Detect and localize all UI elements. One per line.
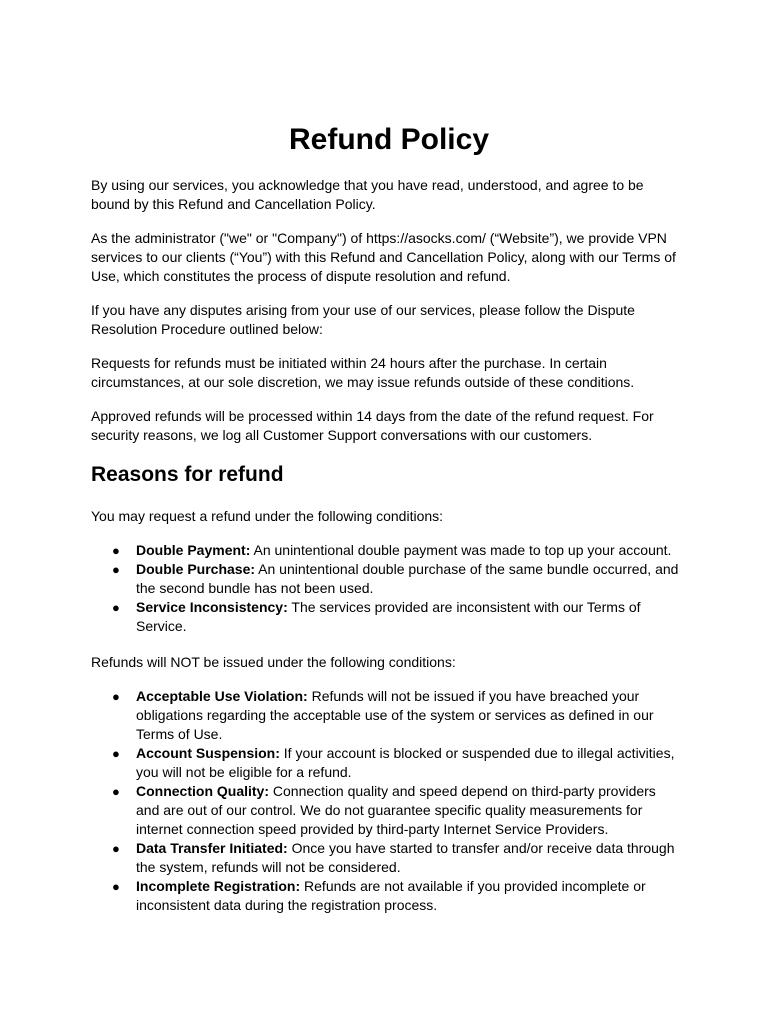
condition-text: Refunds are not available if you provided incomplete or inconsistent data during the registration process.: [136, 878, 646, 913]
condition-term: Connection Quality:: [136, 783, 269, 799]
ineligible-intro: Refunds will NOT be issued under the following conditions:: [91, 654, 456, 670]
bullet-icon: ●: [112, 746, 120, 761]
list-item: [91, 744, 681, 782]
intro-paragraph-4: Requests for refunds must be initiated within 24 hours after the purchase. In certain circumstances, at our sole discretion, we may issue refunds outside of these conditions.: [91, 355, 635, 390]
condition-text: Refunds will not be issued if you have breached your obligations regarding the acceptable use of the system or services as defined in our Terms of Use.: [136, 688, 654, 742]
condition-term: Data Transfer Initiated:: [136, 840, 288, 856]
bullet-icon: ●: [112, 689, 120, 704]
list-item: [91, 598, 681, 636]
condition-text: Once you have started to transfer and/or receive data through the system, refunds will not be considered.: [136, 840, 675, 875]
eligible-conditions-list: [91, 541, 681, 636]
condition-term: Double Purchase:: [136, 561, 256, 577]
list-item: [91, 877, 681, 915]
page-title: Refund Policy: [288, 123, 490, 156]
condition-text: Connection quality and speed depend on third-party providers and are out of our control. We do not guarantee specific quality measurements for internet connection speed provided by third-party Internet Service Providers.: [136, 783, 656, 837]
intro-paragraph-2: As the administrator ("we" or "Company") of https://asocks.com/ (“Website”), we provide VPN services to our clients (“You”) with this Refund and Cancellation Policy, along with our Terms of Use, which constitutes the process of dispute resolution and refund.: [91, 230, 676, 284]
intro-paragraph-1: By using our services, you acknowledge that you have read, understood, and agree to be bound by this Refund and Cancellation Policy.: [91, 177, 644, 212]
condition-text: The services provided are inconsistent with our Terms of Service.: [136, 599, 641, 634]
condition-text: An unintentional double payment was made to top up your account.: [250, 542, 672, 558]
intro-paragraph-5: Approved refunds will be processed within 14 days from the date of the refund request. For security reasons, we log all Customer Support conversations with our customers.: [91, 408, 654, 443]
bullet-icon: ●: [112, 841, 120, 856]
bullet-icon: ●: [112, 600, 120, 615]
condition-term: Acceptable Use Violation:: [136, 688, 308, 704]
bullet-icon: ●: [112, 543, 120, 558]
list-item: [91, 839, 681, 877]
list-item: [91, 560, 681, 598]
condition-text: An unintentional double purchase of the same bundle occurred, and the second bundle has not been used.: [136, 561, 679, 596]
list-item: [91, 541, 681, 560]
document-page: [91, 119, 681, 932]
list-item: [91, 782, 681, 839]
bullet-icon: ●: [112, 879, 120, 894]
bullet-icon: ●: [112, 784, 120, 799]
condition-term: Incomplete Registration:: [136, 878, 301, 894]
intro-paragraph-3: If you have any disputes arising from your use of our services, please follow the Dispute Resolution Procedure outlined below:: [91, 302, 635, 337]
section-heading-reasons: Reasons for refund: [91, 463, 284, 486]
condition-term: Double Payment:: [136, 542, 251, 558]
eligible-intro: You may request a refund under the following conditions:: [91, 508, 444, 524]
condition-term: Service Inconsistency:: [136, 599, 288, 615]
condition-text: If your account is blocked or suspended due to illegal activities, you will not be eligible for a refund.: [136, 745, 675, 780]
list-item: [91, 687, 681, 744]
ineligible-conditions-list: [91, 687, 681, 915]
bullet-icon: ●: [112, 562, 120, 577]
condition-term: Account Suspension:: [136, 745, 280, 761]
